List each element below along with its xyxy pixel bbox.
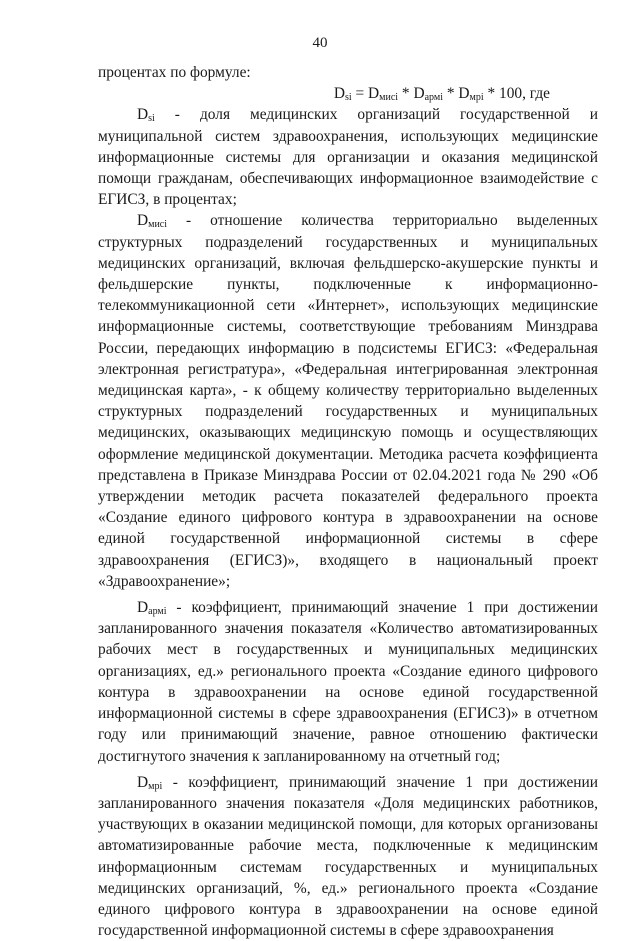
formula-term-3-sub: мрi (469, 92, 484, 104)
formula-term-1: D (368, 85, 380, 103)
definition-symbol: D (137, 212, 149, 230)
definition-symbol: D (137, 599, 149, 617)
formula-tail: * 100, где (483, 85, 550, 103)
definition-symbol-sub: si (148, 113, 155, 125)
formula-op-1: * (398, 85, 414, 103)
definition-symbol: D (137, 773, 149, 791)
definition-dmri (98, 772, 598, 941)
definition-text: - доля медицинских организаций государственной и муниципальной систем здравоохранения, использующих медицинские информационные системы для организации и оказания медицинской помощи гражданам, обеспечивающих информационное взаимодействие с ЕГИСЗ, в процентах; (98, 106, 598, 209)
formula-term-3: D (458, 85, 470, 103)
intro-text: процентах по формуле: (98, 64, 251, 81)
page-number: 40 (312, 35, 328, 51)
formula-term-2-sub: армi (424, 92, 443, 104)
definition-symbol-sub: мрi (148, 780, 163, 792)
document-body (98, 62, 598, 941)
formula-lhs-sub: si (344, 92, 352, 104)
definition-symbol: D (137, 106, 149, 124)
definition-symbol-sub: мисi (148, 219, 168, 231)
definition-dsi (98, 104, 598, 210)
formula-term-2: D (413, 85, 425, 103)
definition-text: - коэффициент, принимающий значение 1 при достижении запланированного значения показателя «Доля медицинских работников, участвующих в оказании медицинской помощи, для которых организованы автоматизированные рабочие места, подключенные к медицинским информационным системам государственных и муниципальных медицинских организаций, %, ед.» регионального проекта «Создание единого цифрового контура в здравоохранении на основе единой государственной информационной системы в сфере здравоохранения (98, 773, 598, 940)
formula-lhs: D (333, 85, 345, 103)
formula-op-2: * (442, 85, 459, 103)
formula-term-1-sub: мисi (379, 92, 399, 104)
formula (98, 83, 598, 104)
definition-text: - отношение количества территориально выделенных структурных подразделений государственных и муниципальных медицинских организаций, включая фельдшерско-акушерские пункты и фельдшерские пункты, подключенные к информационно-телекоммуникационной сети «Интернет», использующих медицинские информационные системы, соответствующие требованиям Минздрава России, передающих информацию в подсистемы ЕГИСЗ: «Федеральная электронная регистратура», «Федеральная интегрированная электронная медицинская карта», - к общему количеству территориально выделенных структурных подразделений государственных и муниципальных медицинских, оказывающих медицинскую помощь и осуществляющих оформление медицинской документации. Методика расчета коэффициента представлена в Приказе Минздрава России от 02.04.2021 года № 290 «Об утверждении методик расчета показателей федерального проекта «Создание единого цифрового контура в здравоохранении на основе единой государственной информационной системы в сфере здравоохранения (ЕГИСЗ)», входящего в национальный проект «Здравоохранение»; (98, 212, 598, 590)
definition-darmi (98, 597, 598, 767)
definition-text: - коэффициент, принимающий значение 1 при достижении запланированного значения показателя «Количество автоматизированных рабочих мест в государственных и муниципальных медицинских организациях, ед.» регионального проекта «Создание единого цифрового контура в здравоохранении на основе единой государственной информационной системы в сфере здравоохранения (ЕГИСЗ)» в отчетном году или принимающий значение, равное отношению фактически достигнутого значения к запланированному на отчетный год; (98, 599, 598, 765)
formula-eq: = (351, 85, 369, 103)
definition-symbol-sub: армi (148, 606, 167, 618)
definition-dmisi (98, 210, 598, 592)
